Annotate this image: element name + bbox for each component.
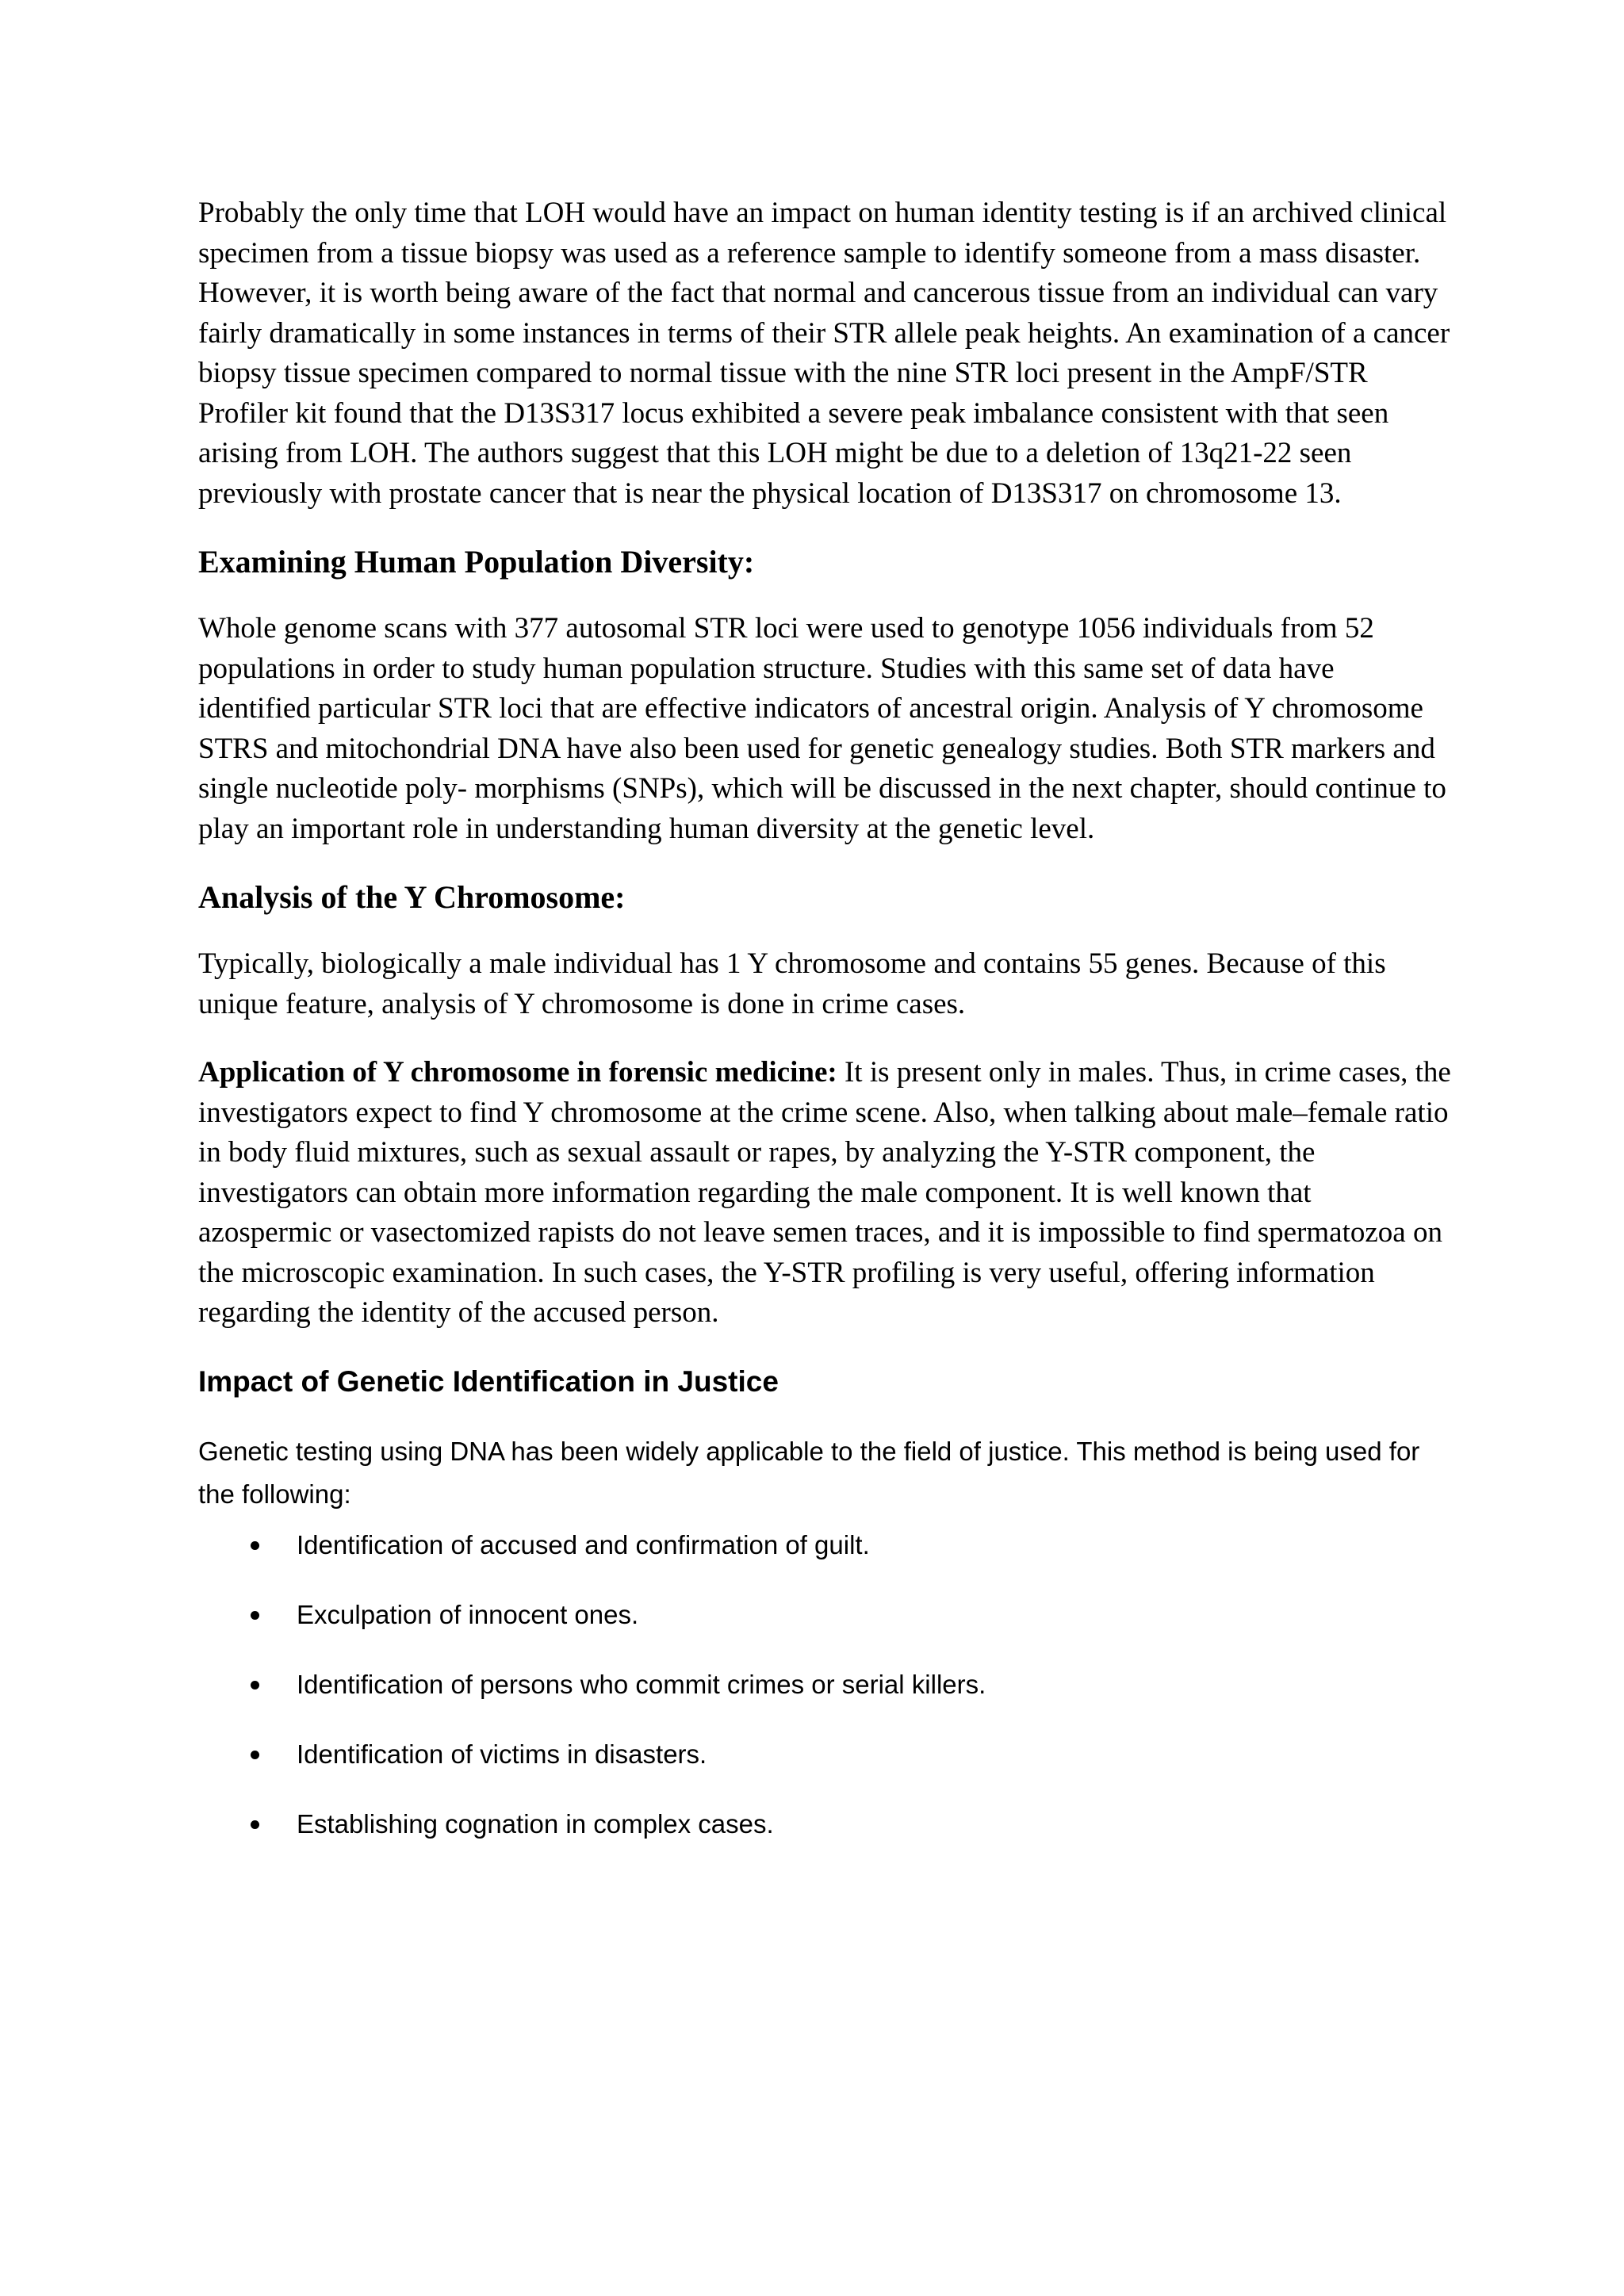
list-item (198, 1804, 1451, 1844)
list-item-text: Identification of victims in disasters. (297, 1739, 707, 1769)
y-application-text: It is present only in males. Thus, in crime cases, the investigators expect to find Y chromosome at the crime scene. Also, when talking about male–female ratio in body fluid mixtures, such as sexual assault or rapes, by analyzing the Y-STR component, the investigators can obtain more information regarding the male component. It is well known that azospermic or vasectomized rapists do not leave semen traces, and it is impossible to find spermatozoa on the microscopic examination. In such cases, the Y-STR profiling is very useful, offering information regarding the identity of the accused person. (198, 1056, 1451, 1329)
list-item (198, 1665, 1451, 1705)
bullet-icon (251, 1751, 259, 1759)
list-item-text: Exculpation of innocent ones. (297, 1599, 639, 1629)
list-item (198, 1735, 1451, 1774)
bullet-icon (251, 1681, 259, 1689)
justice-paragraph: Genetic testing using DNA has been widely applicable to the field of justice. This method is being used for the following: (198, 1436, 1420, 1509)
list-item-text: Establishing cognation in complex cases. (297, 1808, 774, 1839)
y-application-lead: Application of Y chromosome in forensic medicine: (198, 1056, 837, 1089)
justice-heading: Impact of Genetic Identification in Justice (198, 1364, 779, 1398)
bullet-icon (251, 1820, 259, 1829)
list-item (198, 1595, 1451, 1635)
y-chromosome-paragraph: Typically, biologically a male individual has 1 Y chromosome and contains 55 genes. Because of this unique feature, analysis of Y chromosome is done in crime cases. (198, 947, 1386, 1020)
list-item (198, 1525, 1451, 1565)
bullet-icon (251, 1611, 259, 1620)
justice-list (198, 1525, 1451, 1844)
list-item-text: Identification of accused and confirmation of guilt. (297, 1529, 870, 1559)
diversity-heading: Examining Human Population Diversity: (198, 544, 755, 580)
list-item-text: Identification of persons who commit crimes or serial killers. (297, 1669, 986, 1699)
diversity-paragraph: Whole genome scans with 377 autosomal STR loci were used to genotype 1056 individuals from 52 populations in order to study human population structure. Studies with this same set of data have identified particular STR loci that are effective indicators of ancestral origin. Analysis of Y chromosome STRS and mitochondrial DNA have also been used for genetic genealogy studies. Both STR markers and single nucleotide poly- morphisms (SNPs), which will be discussed in the next chapter, should continue to play an important role in understanding human diversity at the genetic level. (198, 612, 1446, 845)
y-application-paragraph (198, 1053, 1451, 1334)
bullet-icon (251, 1541, 259, 1550)
intro-paragraph: Probably the only time that LOH would have an impact on human identity testing is if an archived clinical specimen from a tissue biopsy was used as a reference sample to identify someone from a mass disaster. However, it is worth being aware of the fact that normal and cancerous tissue from an individual can vary fairly dramatically in some instances in terms of their STR allele peak heights. An examination of a cancer biopsy tissue specimen compared to normal tissue with the nine STR loci present in the AmpF/STR Profiler kit found that the D13S317 locus exhibited a severe peak imbalance consistent with that seen arising from LOH. The authors suggest that this LOH might be due to a deletion of 13q21-22 seen previously with prostate cancer that is near the physical location of D13S317 on chromosome 13. (198, 197, 1450, 510)
y-chromosome-heading: Analysis of the Y Chromosome: (198, 879, 626, 915)
document-page (198, 193, 1451, 1874)
